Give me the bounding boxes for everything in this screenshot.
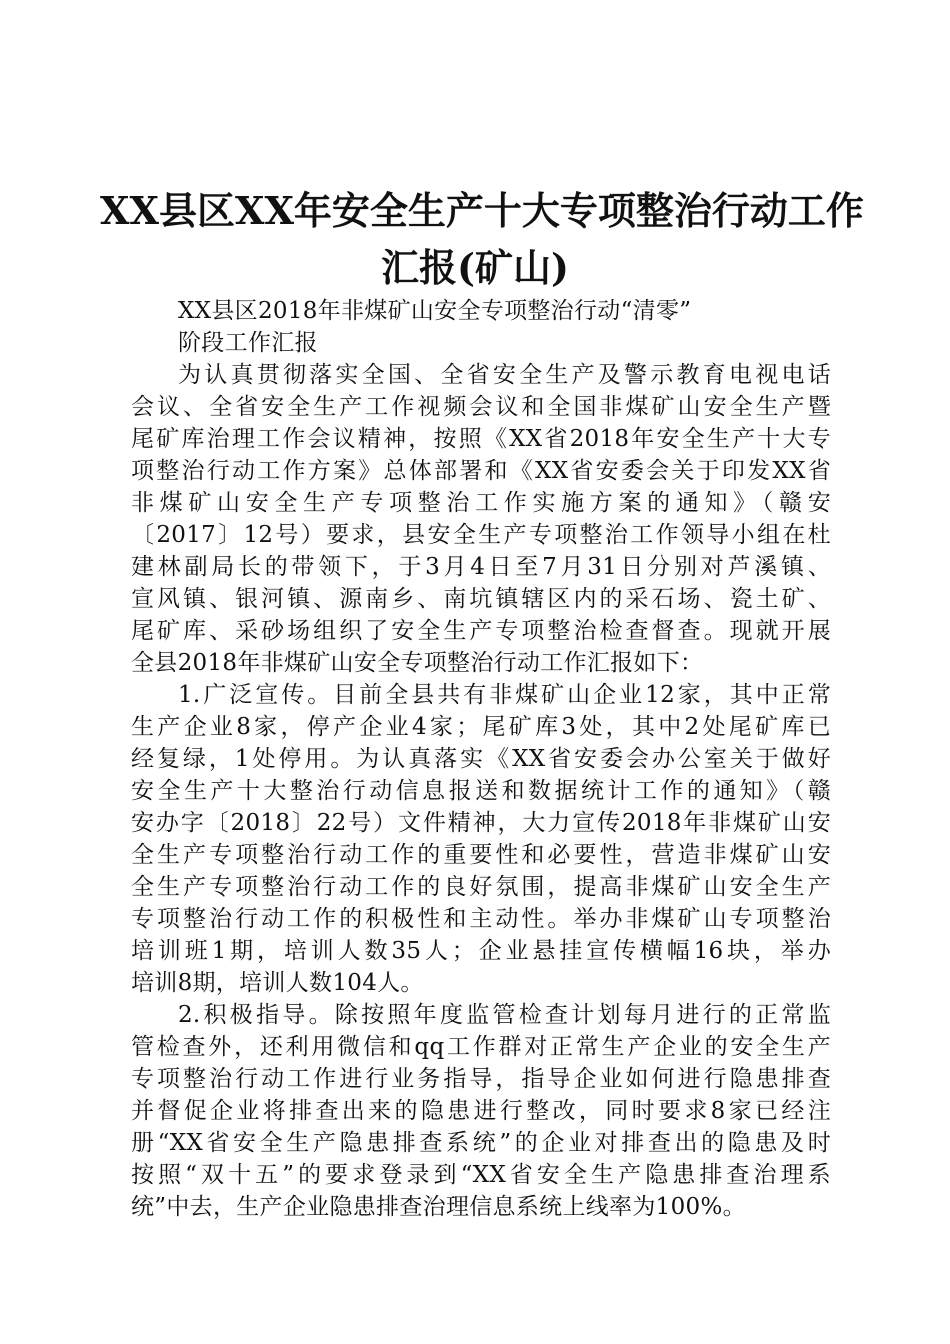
body-line: 经复绿，1处停用。为认真落实《XX省安委会办公室关于做好 [131, 746, 831, 772]
body-line: 全生产专项整治行动工作的良好氛围，提高非煤矿山安全生产 [131, 874, 831, 900]
body-line: 生产企业8家，停产企业4家；尾矿库3处，其中2处尾矿库已 [131, 714, 831, 740]
body-line: 尾矿库治理工作会议精神，按照《XX省2018年安全生产十大专 [131, 426, 831, 452]
document-body [131, 295, 831, 1223]
body-line: 安全生产十大整治行动信息报送和数据统计工作的通知》（赣 [131, 778, 831, 804]
body-line: 安办字〔2018〕22号）文件精神，大力宣传2018年非煤矿山安 [131, 810, 831, 836]
body-line: 专项整治行动工作的积极性和主动性。举办非煤矿山专项整治 [131, 906, 831, 932]
body-line: 为认真贯彻落实全国、全省安全生产及警示教育电视电话 [178, 362, 831, 388]
body-line: 管检查外，还利用微信和qq工作群对正常生产企业的安全生产 [131, 1034, 831, 1060]
body-line: 培训8期，培训人数104人。 [131, 970, 424, 996]
body-line: 并督促企业将排查出来的隐患进行整改，同时要求8家已经注 [131, 1098, 831, 1124]
body-line: 会议、全省安全生产工作视频会议和全国非煤矿山安全生产暨 [131, 394, 831, 420]
body-line: 按照“双十五”的要求登录到“XX省安全生产隐患排查治理系 [131, 1162, 831, 1188]
body-line: 专项整治行动工作进行业务指导，指导企业如何进行隐患排查 [131, 1066, 831, 1092]
body-line: 统”中去，生产企业隐患排查治理信息系统上线率为100%。 [131, 1194, 746, 1220]
body-line: 非煤矿山安全生产专项整治工作实施方案的通知》（赣安 [131, 490, 831, 516]
body-line: 阶段工作汇报 [178, 330, 318, 356]
body-line: 〔2017〕12号）要求，县安全生产专项整治工作领导小组在杜 [131, 522, 831, 548]
body-line: 项整治行动工作方案》总体部署和《XX省安委会关于印发XX省 [131, 458, 831, 484]
body-line: 培训班1期，培训人数35人；企业悬挂宣传横幅16块，举办 [131, 938, 831, 964]
document-title-line-1: XX县区XX年安全生产十大专项整治行动工作 [100, 188, 864, 233]
document-title-line-2: 汇报(矿山) [381, 245, 569, 290]
body-line: 尾矿库、采砂场组织了安全生产专项整治检查督查。现就开展 [131, 618, 831, 644]
body-line: 宣风镇、银河镇、源南乡、南坑镇辖区内的采石场、瓷土矿、 [131, 586, 831, 612]
body-line: 全县2018年非煤矿山安全专项整治行动工作汇报如下： [131, 650, 704, 676]
body-line: 1.广泛宣传。目前全县共有非煤矿山企业12家，其中正常 [178, 682, 831, 708]
body-line: 2.积极指导。除按照年度监管检查计划每月进行的正常监 [178, 1002, 831, 1028]
body-line: 建林副局长的带领下，于3月4日至7月31日分别对芦溪镇、 [131, 554, 831, 580]
body-line: XX县区2018年非煤矿山安全专项整治行动“清零” [178, 298, 692, 324]
body-line: 册“XX省安全生产隐患排查系统”的企业对排查出的隐患及时 [131, 1130, 831, 1156]
body-line: 全生产专项整治行动工作的重要性和必要性，营造非煤矿山安 [131, 842, 831, 868]
